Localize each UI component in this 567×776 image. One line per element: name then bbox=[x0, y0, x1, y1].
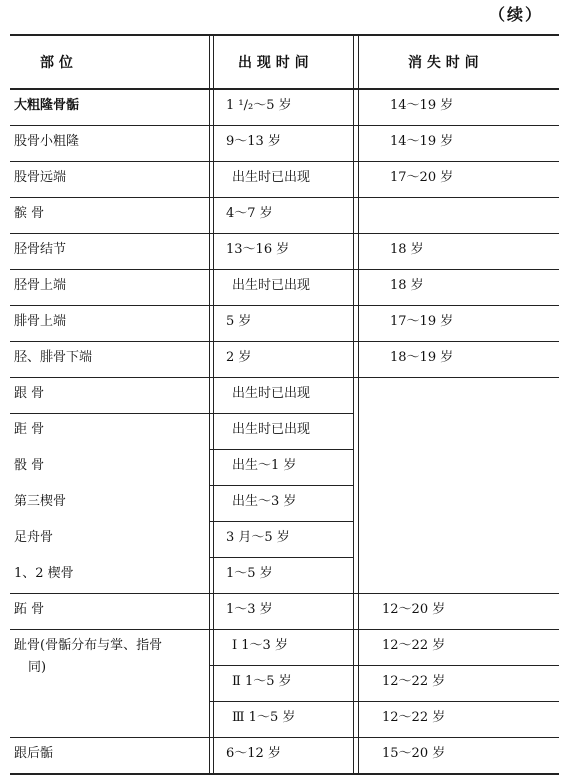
row-appear: 5 岁 bbox=[226, 314, 252, 329]
row-appear: 1～5 岁 bbox=[226, 566, 273, 581]
row-part: 髌 骨 bbox=[14, 206, 45, 221]
row-rule bbox=[10, 161, 559, 162]
row-appear: 出生时已出现 bbox=[232, 422, 311, 437]
column-rule bbox=[209, 34, 210, 775]
row-rule bbox=[210, 701, 559, 702]
row-appear: 出生时已出现 bbox=[232, 278, 311, 293]
row-appear: 6～12 岁 bbox=[226, 746, 281, 761]
row-rule bbox=[10, 377, 559, 378]
column-rule bbox=[213, 34, 214, 775]
row-fuse: 14～19 岁 bbox=[390, 134, 454, 149]
row-appear: Ⅰ 1～3 岁 bbox=[232, 638, 288, 653]
table-top-rule bbox=[10, 34, 559, 36]
row-part: 足舟骨 bbox=[14, 530, 54, 545]
row-appear: 1 ¹/₂～5 岁 bbox=[226, 98, 292, 113]
row-rule bbox=[210, 521, 354, 522]
row-fuse: 12～22 岁 bbox=[382, 710, 446, 725]
row-part: 1、2 楔骨 bbox=[14, 566, 74, 581]
row-part: 跖 骨 bbox=[14, 602, 45, 617]
row-appear: 13～16 岁 bbox=[226, 242, 290, 257]
row-part: 跟后骺 bbox=[14, 746, 54, 761]
row-part: 腓骨上端 bbox=[14, 314, 67, 329]
row-rule bbox=[210, 665, 559, 666]
header-appear: 出 现 时 间 bbox=[238, 55, 309, 71]
row-appear: 出生～3 岁 bbox=[232, 494, 297, 509]
continued-label: （续） bbox=[488, 5, 543, 24]
row-part: 股骨小粗隆 bbox=[14, 134, 80, 149]
row-part: 胫、腓骨下端 bbox=[14, 350, 93, 365]
row-rule bbox=[10, 197, 559, 198]
row-rule bbox=[10, 233, 559, 234]
header-fuse: 消 失 时 间 bbox=[408, 55, 479, 71]
row-fuse: 14～19 岁 bbox=[390, 98, 454, 113]
row-part: 趾骨(骨骺分布与掌、指骨 bbox=[14, 638, 163, 653]
row-rule bbox=[210, 485, 354, 486]
row-rule bbox=[10, 413, 354, 414]
row-rule bbox=[210, 449, 354, 450]
row-fuse: 17～20 岁 bbox=[390, 170, 454, 185]
row-part: 跟 骨 bbox=[14, 386, 45, 401]
row-fuse: 17～19 岁 bbox=[390, 314, 454, 329]
row-fuse: 12～22 岁 bbox=[382, 674, 446, 689]
row-fuse: 15～20 岁 bbox=[382, 746, 446, 761]
row-part: 同) bbox=[28, 660, 47, 675]
row-appear: 出生～1 岁 bbox=[232, 458, 297, 473]
row-fuse: 18 岁 bbox=[390, 242, 424, 257]
row-part: 胫骨上端 bbox=[14, 278, 67, 293]
row-fuse: 12～20 岁 bbox=[382, 602, 446, 617]
row-fuse: 18 岁 bbox=[390, 278, 424, 293]
row-rule bbox=[210, 557, 354, 558]
header-rule bbox=[10, 88, 559, 90]
row-rule bbox=[10, 341, 559, 342]
row-appear: 3 月～5 岁 bbox=[226, 530, 290, 545]
column-rule bbox=[358, 34, 359, 775]
table-bottom-rule bbox=[10, 773, 559, 775]
row-part: 股骨远端 bbox=[14, 170, 67, 185]
row-part: 骰 骨 bbox=[14, 458, 45, 473]
row-part: 大粗隆骨骺 bbox=[14, 98, 80, 113]
row-appear: 出生时已出现 bbox=[232, 170, 311, 185]
row-part: 距 骨 bbox=[14, 422, 45, 437]
row-fuse: 12～22 岁 bbox=[382, 638, 446, 653]
row-appear: 9～13 岁 bbox=[226, 134, 281, 149]
header-part: 部 位 bbox=[40, 55, 73, 71]
row-rule bbox=[10, 305, 559, 306]
row-appear: 1～3 岁 bbox=[226, 602, 273, 617]
row-rule bbox=[10, 125, 559, 126]
row-rule bbox=[10, 737, 559, 738]
row-rule bbox=[10, 593, 559, 594]
row-appear: Ⅲ 1～5 岁 bbox=[232, 710, 296, 725]
row-appear: Ⅱ 1～5 岁 bbox=[232, 674, 292, 689]
row-part: 胫骨结节 bbox=[14, 242, 67, 257]
row-appear: 出生时已出现 bbox=[232, 386, 311, 401]
column-rule bbox=[353, 34, 354, 775]
row-rule bbox=[10, 269, 559, 270]
row-part: 第三楔骨 bbox=[14, 494, 67, 509]
row-appear: 4～7 岁 bbox=[226, 206, 273, 221]
row-fuse: 18～19 岁 bbox=[390, 350, 454, 365]
row-appear: 2 岁 bbox=[226, 350, 252, 365]
row-rule bbox=[10, 629, 559, 630]
